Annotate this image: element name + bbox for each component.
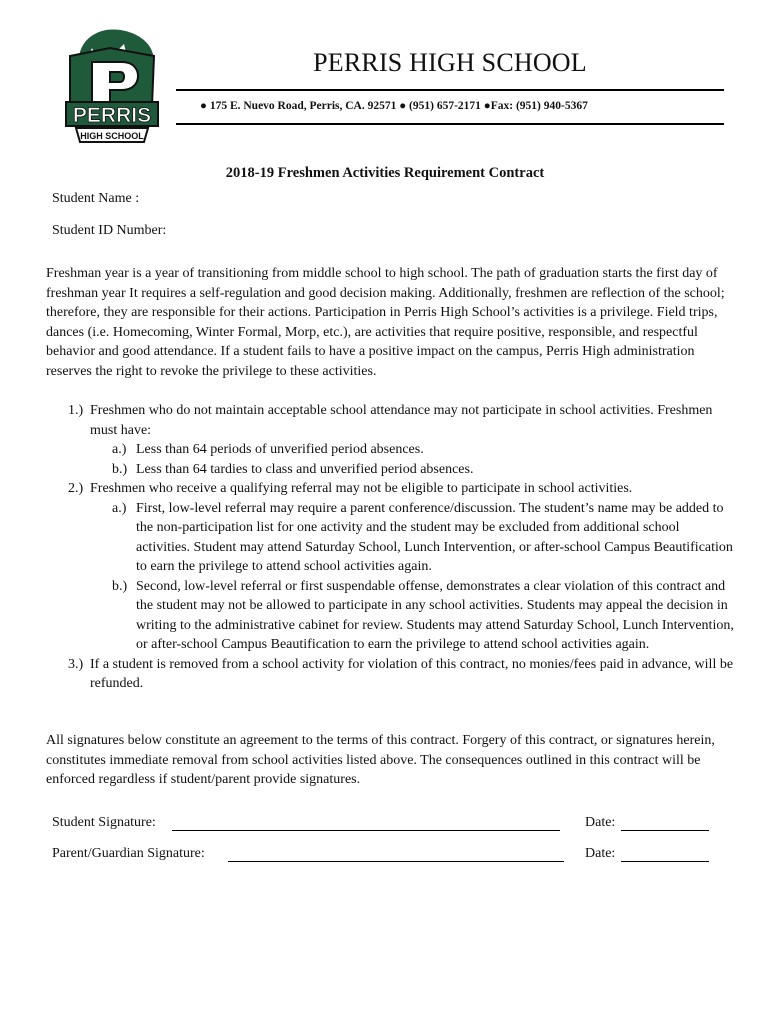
sub-rule-item: [90, 460, 736, 480]
student-signature-line[interactable]: [172, 830, 560, 831]
contract-title: 2018-19 Freshmen Activities Requirement Contract: [225, 165, 545, 181]
school-address: ● 175 E. Nuevo Road, Perris, CA. 92571 ● (951) 657-2171 ●Fax: (951) 940-5367: [200, 100, 588, 112]
sub-rule-item: [90, 577, 736, 655]
parent-signature-line[interactable]: [228, 861, 564, 862]
sub-rule-text: First, low-level referral may require a parent conference/discussion. The student’s name may be added to the non-participation list for one activity and the student may be excluded from additional school activities. Student may attend Saturday School, Lunch Intervention, or after-school Campus Beautification to earn the privilege to attend school activities again.: [136, 500, 733, 574]
sub-rule-text: Second, low-level referral or first suspendable offense, demonstrates a clear violation of this contract and the student may not be allowed to participate in any school activities. Students may appeal the decision in writing to the administrative cabinet for review. Students may attend Saturday School, Lunch Intervention, or after-school Campus Beautification to earn the privilege to attend school activities again.: [136, 578, 734, 652]
rule-number: 3.): [68, 656, 84, 672]
parent-date-line[interactable]: [621, 861, 709, 862]
rule-text: Freshmen who do not maintain acceptable school attendance may not participate in school activities. Freshmen must have:: [90, 403, 713, 438]
sub-rule-text: Less than 64 periods of unverified period absences.: [136, 442, 424, 457]
parent-signature-label: Parent/Guardian Signature:: [52, 846, 205, 861]
rule-item-2: [46, 479, 736, 655]
header-divider-top: [176, 89, 724, 91]
agreement-paragraph: All signatures below constitute an agreement to the terms of this contract. Forgery of this contract, or signatures herein, constitutes immediate removal from school activities listed above. The consequences outlined in this contract will be enforced regardless if student/parent provide signatures.: [46, 733, 715, 788]
rules-list: [46, 401, 736, 694]
rule-item-3: [46, 655, 736, 694]
sub-rule-item: [90, 499, 736, 577]
svg-text:HIGH SCHOOL: HIGH SCHOOL: [80, 131, 144, 141]
rule-number: 2.): [68, 481, 84, 496]
school-name: PERRIS HIGH SCHOOL: [313, 48, 587, 77]
sub-rule-letter: a.): [112, 500, 127, 516]
sub-rule-letter: b.): [112, 578, 128, 594]
student-id-label: Student ID Number:: [52, 223, 167, 238]
student-date-label: Date:: [585, 815, 616, 830]
sub-rule-text: Less than 64 tardies to class and unverified period absences.: [136, 461, 474, 477]
panther-logo-icon: [62, 26, 162, 150]
school-logo: [62, 26, 162, 150]
rule-item-1: [46, 401, 736, 479]
student-signature-label: Student Signature:: [52, 815, 156, 830]
student-date-line[interactable]: [621, 830, 709, 831]
header-divider-bottom: [176, 123, 724, 125]
parent-date-label: Date:: [585, 846, 616, 861]
sub-rule-letter: a.): [112, 442, 127, 457]
rule-text: Freshmen who receive a qualifying referral may not be eligible to participate in school activities.: [90, 481, 633, 496]
sub-rule-item: [90, 440, 736, 460]
intro-paragraph: Freshman year is a year of transitioning from middle school to high school. The path of graduation starts the first day of freshman year It requires a self-regulation and good decision making. Additionally, freshmen are reflection of the school; therefore, they are responsible for their actions. Participation in Perris High School’s activities is a privilege. Field trips, dances (i.e. Homecoming, Winter Formal, Morp, etc.), are activities that require positive, responsible, and respectful behavior and good attendance. If a student fails to have a positive impact on the campus, Perris High administration reserves the right to revoke the privilege to these activities.: [46, 266, 725, 379]
rule-text: If a student is removed from a school activity for violation of this contract, no monies/fees paid in advance, will be refunded.: [90, 656, 734, 691]
svg-text:PERRIS: PERRIS: [72, 104, 152, 127]
rule-number: 1.): [68, 403, 84, 418]
sub-rule-letter: b.): [112, 461, 128, 477]
student-name-label: Student Name :: [52, 191, 140, 206]
